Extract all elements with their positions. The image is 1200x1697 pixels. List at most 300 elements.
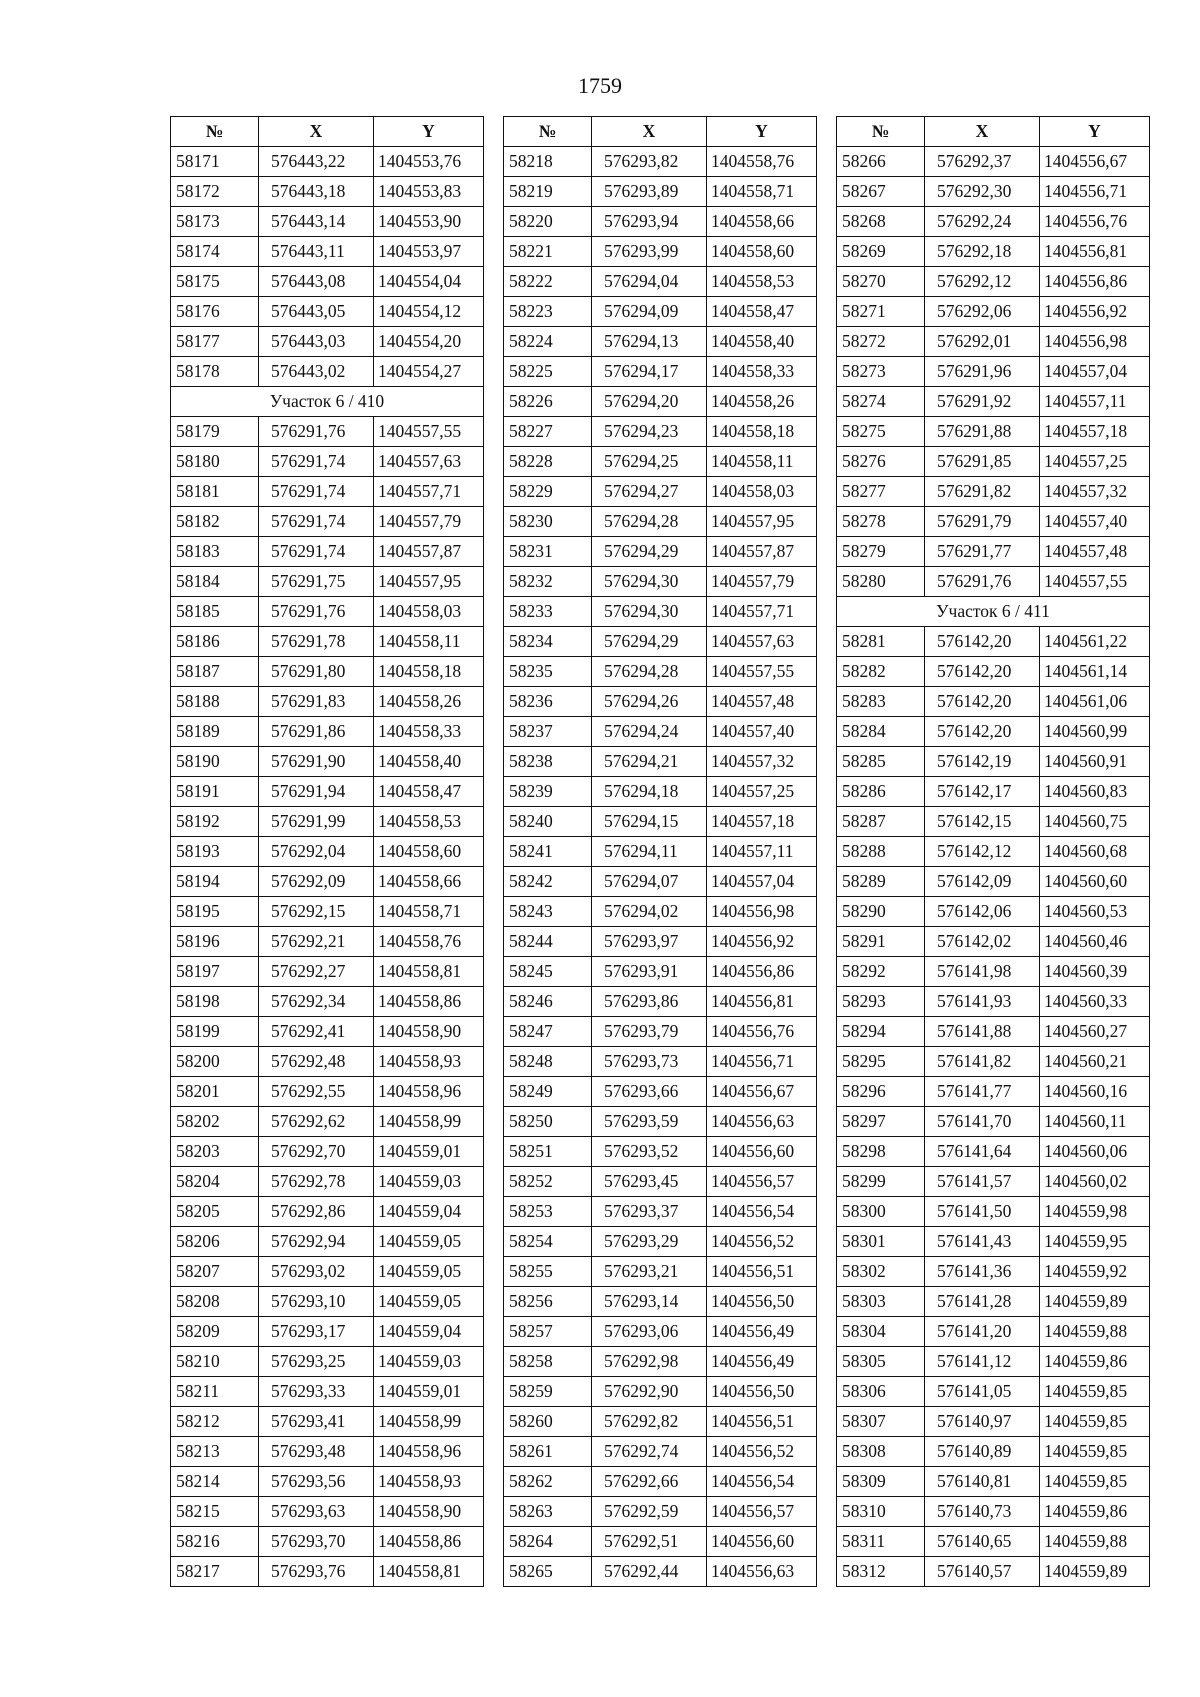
y-coordinate-cell: 1404557,40 — [1040, 507, 1150, 537]
x-coordinate-cell: 576292,06 — [925, 297, 1040, 327]
y-coordinate-cell: 1404556,60 — [707, 1137, 817, 1167]
point-number-cell: 58238 — [504, 747, 592, 777]
x-coordinate-cell: 576141,20 — [925, 1317, 1040, 1347]
y-coordinate-cell: 1404556,60 — [707, 1527, 817, 1557]
y-coordinate-cell: 1404556,51 — [707, 1407, 817, 1437]
y-coordinate-cell: 1404558,53 — [707, 267, 817, 297]
x-coordinate-cell: 576141,98 — [925, 957, 1040, 987]
x-coordinate-cell: 576141,28 — [925, 1287, 1040, 1317]
x-coordinate-cell: 576291,79 — [925, 507, 1040, 537]
x-coordinate-cell: 576291,74 — [259, 477, 374, 507]
x-coordinate-cell: 576293,37 — [592, 1197, 707, 1227]
table-row — [837, 1317, 1150, 1347]
table-row — [171, 927, 484, 957]
y-coordinate-cell: 1404560,60 — [1040, 867, 1150, 897]
x-coordinate-cell: 576294,18 — [592, 777, 707, 807]
point-number-cell: 58239 — [504, 777, 592, 807]
y-coordinate-cell: 1404556,81 — [1040, 237, 1150, 267]
x-coordinate-cell: 576292,62 — [259, 1107, 374, 1137]
y-coordinate-cell: 1404558,60 — [374, 837, 484, 867]
table-row — [837, 1377, 1150, 1407]
point-number-cell: 58268 — [837, 207, 925, 237]
x-coordinate-cell: 576292,66 — [592, 1467, 707, 1497]
table-row — [504, 1197, 817, 1227]
y-coordinate-cell: 1404561,22 — [1040, 627, 1150, 657]
table-row — [837, 957, 1150, 987]
x-coordinate-cell: 576293,82 — [592, 147, 707, 177]
point-number-cell: 58185 — [171, 597, 259, 627]
y-coordinate-cell: 1404558,66 — [374, 867, 484, 897]
x-coordinate-cell: 576292,78 — [259, 1167, 374, 1197]
column-header-x: X — [259, 117, 374, 147]
y-coordinate-cell: 1404558,99 — [374, 1407, 484, 1437]
table-row — [837, 297, 1150, 327]
point-number-cell: 58212 — [171, 1407, 259, 1437]
y-coordinate-cell: 1404559,92 — [1040, 1257, 1150, 1287]
y-coordinate-cell: 1404558,66 — [707, 207, 817, 237]
point-number-cell: 58172 — [171, 177, 259, 207]
x-coordinate-cell: 576292,15 — [259, 897, 374, 927]
point-number-cell: 58195 — [171, 897, 259, 927]
point-number-cell: 58287 — [837, 807, 925, 837]
table-row — [504, 507, 817, 537]
table-row — [504, 237, 817, 267]
table-row — [504, 447, 817, 477]
point-number-cell: 58194 — [171, 867, 259, 897]
table-row — [504, 1497, 817, 1527]
point-number-cell: 58203 — [171, 1137, 259, 1167]
y-coordinate-cell: 1404556,67 — [1040, 147, 1150, 177]
table-row — [504, 1227, 817, 1257]
table-row — [171, 1047, 484, 1077]
point-number-cell: 58191 — [171, 777, 259, 807]
x-coordinate-cell: 576142,15 — [925, 807, 1040, 837]
x-coordinate-cell: 576292,74 — [592, 1437, 707, 1467]
table-row — [504, 837, 817, 867]
table-row — [171, 147, 484, 177]
y-coordinate-cell: 1404558,93 — [374, 1467, 484, 1497]
column-header-x: X — [925, 117, 1040, 147]
table-row — [171, 1017, 484, 1047]
y-coordinate-cell: 1404557,55 — [1040, 567, 1150, 597]
point-number-cell: 58253 — [504, 1197, 592, 1227]
x-coordinate-cell: 576140,97 — [925, 1407, 1040, 1437]
point-number-cell: 58207 — [171, 1257, 259, 1287]
table-row — [837, 147, 1150, 177]
point-number-cell: 58227 — [504, 417, 592, 447]
table-row — [171, 357, 484, 387]
column-header-y: Y — [1040, 117, 1150, 147]
point-number-cell: 58270 — [837, 267, 925, 297]
y-coordinate-cell: 1404557,25 — [1040, 447, 1150, 477]
point-number-cell: 58200 — [171, 1047, 259, 1077]
point-number-cell: 58266 — [837, 147, 925, 177]
x-coordinate-cell: 576294,30 — [592, 597, 707, 627]
point-number-cell: 58187 — [171, 657, 259, 687]
y-coordinate-cell: 1404559,86 — [1040, 1497, 1150, 1527]
point-number-cell: 58278 — [837, 507, 925, 537]
table-row — [504, 1467, 817, 1497]
point-number-cell: 58264 — [504, 1527, 592, 1557]
point-number-cell: 58251 — [504, 1137, 592, 1167]
y-coordinate-cell: 1404558,11 — [707, 447, 817, 477]
point-number-cell: 58307 — [837, 1407, 925, 1437]
x-coordinate-cell: 576294,29 — [592, 627, 707, 657]
y-coordinate-cell: 1404559,85 — [1040, 1377, 1150, 1407]
table-row — [171, 987, 484, 1017]
x-coordinate-cell: 576443,03 — [259, 327, 374, 357]
x-coordinate-cell: 576293,52 — [592, 1137, 707, 1167]
point-number-cell: 58234 — [504, 627, 592, 657]
y-coordinate-cell: 1404559,03 — [374, 1347, 484, 1377]
table-row — [171, 447, 484, 477]
x-coordinate-cell: 576294,30 — [592, 567, 707, 597]
table-row — [504, 717, 817, 747]
table-row — [837, 447, 1150, 477]
x-coordinate-cell: 576291,75 — [259, 567, 374, 597]
y-coordinate-cell: 1404556,51 — [707, 1257, 817, 1287]
y-coordinate-cell: 1404556,57 — [707, 1167, 817, 1197]
table-row — [504, 1557, 817, 1587]
table-row — [837, 177, 1150, 207]
x-coordinate-cell: 576293,33 — [259, 1377, 374, 1407]
y-coordinate-cell: 1404558,71 — [374, 897, 484, 927]
point-number-cell: 58243 — [504, 897, 592, 927]
table-row — [171, 687, 484, 717]
point-number-cell: 58178 — [171, 357, 259, 387]
x-coordinate-cell: 576443,05 — [259, 297, 374, 327]
point-number-cell: 58282 — [837, 657, 925, 687]
point-number-cell: 58196 — [171, 927, 259, 957]
x-coordinate-cell: 576142,17 — [925, 777, 1040, 807]
table-row — [837, 1407, 1150, 1437]
table-row — [171, 1317, 484, 1347]
x-coordinate-cell: 576293,56 — [259, 1467, 374, 1497]
table-row — [837, 1227, 1150, 1257]
y-coordinate-cell: 1404558,26 — [707, 387, 817, 417]
y-coordinate-cell: 1404560,91 — [1040, 747, 1150, 777]
x-coordinate-cell: 576293,66 — [592, 1077, 707, 1107]
y-coordinate-cell: 1404559,05 — [374, 1287, 484, 1317]
x-coordinate-cell: 576293,89 — [592, 177, 707, 207]
x-coordinate-cell: 576294,20 — [592, 387, 707, 417]
table-row — [837, 327, 1150, 357]
y-coordinate-cell: 1404560,16 — [1040, 1077, 1150, 1107]
coordinates-table-2 — [503, 116, 817, 1587]
table-row — [837, 717, 1150, 747]
y-coordinate-cell: 1404557,71 — [374, 477, 484, 507]
point-number-cell: 58177 — [171, 327, 259, 357]
coordinates-table-3 — [836, 116, 1150, 1587]
point-number-cell: 58225 — [504, 357, 592, 387]
y-coordinate-cell: 1404557,55 — [374, 417, 484, 447]
y-coordinate-cell: 1404557,55 — [707, 657, 817, 687]
x-coordinate-cell: 576292,44 — [592, 1557, 707, 1587]
point-number-cell: 58220 — [504, 207, 592, 237]
x-coordinate-cell: 576292,04 — [259, 837, 374, 867]
y-coordinate-cell: 1404557,40 — [707, 717, 817, 747]
table-row — [171, 1077, 484, 1107]
point-number-cell: 58230 — [504, 507, 592, 537]
y-coordinate-cell: 1404556,71 — [1040, 177, 1150, 207]
table-row — [504, 1407, 817, 1437]
table-row — [171, 207, 484, 237]
x-coordinate-cell: 576294,26 — [592, 687, 707, 717]
y-coordinate-cell: 1404558,03 — [707, 477, 817, 507]
point-number-cell: 58176 — [171, 297, 259, 327]
point-number-cell: 58171 — [171, 147, 259, 177]
x-coordinate-cell: 576294,07 — [592, 867, 707, 897]
table-row — [171, 1197, 484, 1227]
y-coordinate-cell: 1404558,96 — [374, 1077, 484, 1107]
point-number-cell: 58198 — [171, 987, 259, 1017]
y-coordinate-cell: 1404557,48 — [1040, 537, 1150, 567]
table-row — [837, 1197, 1150, 1227]
point-number-cell: 58279 — [837, 537, 925, 567]
x-coordinate-cell: 576142,20 — [925, 657, 1040, 687]
table-row — [504, 627, 817, 657]
y-coordinate-cell: 1404556,98 — [707, 897, 817, 927]
point-number-cell: 58298 — [837, 1137, 925, 1167]
table-row — [837, 927, 1150, 957]
x-coordinate-cell: 576292,34 — [259, 987, 374, 1017]
table-row — [171, 867, 484, 897]
y-coordinate-cell: 1404558,18 — [707, 417, 817, 447]
y-coordinate-cell: 1404554,12 — [374, 297, 484, 327]
point-number-cell: 58254 — [504, 1227, 592, 1257]
x-coordinate-cell: 576293,70 — [259, 1527, 374, 1557]
header-row — [171, 117, 484, 147]
page-number: 1759 — [578, 73, 622, 98]
table-row — [504, 1167, 817, 1197]
y-coordinate-cell: 1404556,63 — [707, 1107, 817, 1137]
x-coordinate-cell: 576292,55 — [259, 1077, 374, 1107]
point-number-cell: 58301 — [837, 1227, 925, 1257]
y-coordinate-cell: 1404557,25 — [707, 777, 817, 807]
coordinates-table-1 — [170, 116, 484, 1587]
y-coordinate-cell: 1404556,49 — [707, 1347, 817, 1377]
table-row — [837, 657, 1150, 687]
column-header-x: X — [592, 117, 707, 147]
y-coordinate-cell: 1404558,47 — [374, 777, 484, 807]
x-coordinate-cell: 576292,27 — [259, 957, 374, 987]
x-coordinate-cell: 576291,76 — [259, 417, 374, 447]
table-row — [504, 327, 817, 357]
section-title: Участок 6 / 411 — [837, 597, 1150, 627]
section-row — [837, 597, 1150, 627]
table-row — [504, 597, 817, 627]
y-coordinate-cell: 1404557,18 — [1040, 417, 1150, 447]
y-coordinate-cell: 1404560,06 — [1040, 1137, 1150, 1167]
point-number-cell: 58255 — [504, 1257, 592, 1287]
x-coordinate-cell: 576293,02 — [259, 1257, 374, 1287]
point-number-cell: 58286 — [837, 777, 925, 807]
point-number-cell: 58217 — [171, 1557, 259, 1587]
x-coordinate-cell: 576292,94 — [259, 1227, 374, 1257]
y-coordinate-cell: 1404556,92 — [1040, 297, 1150, 327]
x-coordinate-cell: 576292,24 — [925, 207, 1040, 237]
table-row — [171, 747, 484, 777]
table-row — [504, 1137, 817, 1167]
table-row — [837, 1167, 1150, 1197]
point-number-cell: 58310 — [837, 1497, 925, 1527]
x-coordinate-cell: 576292,51 — [592, 1527, 707, 1557]
x-coordinate-cell: 576293,86 — [592, 987, 707, 1017]
y-coordinate-cell: 1404556,50 — [707, 1287, 817, 1317]
y-coordinate-cell: 1404556,57 — [707, 1497, 817, 1527]
x-coordinate-cell: 576292,70 — [259, 1137, 374, 1167]
table-row — [504, 867, 817, 897]
point-number-cell: 58190 — [171, 747, 259, 777]
table-row — [171, 1107, 484, 1137]
y-coordinate-cell: 1404554,20 — [374, 327, 484, 357]
point-number-cell: 58312 — [837, 1557, 925, 1587]
table-row — [504, 777, 817, 807]
y-coordinate-cell: 1404556,54 — [707, 1197, 817, 1227]
table-row — [504, 1347, 817, 1377]
table-row — [837, 1557, 1150, 1587]
x-coordinate-cell: 576293,29 — [592, 1227, 707, 1257]
x-coordinate-cell: 576142,06 — [925, 897, 1040, 927]
x-coordinate-cell: 576142,20 — [925, 687, 1040, 717]
y-coordinate-cell: 1404556,52 — [707, 1437, 817, 1467]
y-coordinate-cell: 1404557,11 — [1040, 387, 1150, 417]
point-number-cell: 58263 — [504, 1497, 592, 1527]
y-coordinate-cell: 1404559,86 — [1040, 1347, 1150, 1377]
table-row — [504, 687, 817, 717]
y-coordinate-cell: 1404557,32 — [707, 747, 817, 777]
y-coordinate-cell: 1404557,32 — [1040, 477, 1150, 507]
x-coordinate-cell: 576293,48 — [259, 1437, 374, 1467]
table-row — [171, 237, 484, 267]
x-coordinate-cell: 576141,88 — [925, 1017, 1040, 1047]
x-coordinate-cell: 576141,64 — [925, 1137, 1040, 1167]
table-row — [504, 1017, 817, 1047]
point-number-cell: 58299 — [837, 1167, 925, 1197]
point-number-cell: 58292 — [837, 957, 925, 987]
y-coordinate-cell: 1404558,71 — [707, 177, 817, 207]
table-row — [171, 1257, 484, 1287]
x-coordinate-cell: 576294,28 — [592, 507, 707, 537]
point-number-cell: 58285 — [837, 747, 925, 777]
x-coordinate-cell: 576293,06 — [592, 1317, 707, 1347]
column-header-number: № — [171, 117, 259, 147]
table-row — [837, 1047, 1150, 1077]
x-coordinate-cell: 576293,25 — [259, 1347, 374, 1377]
x-coordinate-cell: 576292,59 — [592, 1497, 707, 1527]
table-row — [504, 1287, 817, 1317]
y-coordinate-cell: 1404559,85 — [1040, 1437, 1150, 1467]
y-coordinate-cell: 1404559,89 — [1040, 1557, 1150, 1587]
point-number-cell: 58262 — [504, 1467, 592, 1497]
y-coordinate-cell: 1404558,33 — [374, 717, 484, 747]
point-number-cell: 58237 — [504, 717, 592, 747]
table-row — [171, 1497, 484, 1527]
table-row — [171, 1347, 484, 1377]
x-coordinate-cell: 576293,63 — [259, 1497, 374, 1527]
point-number-cell: 58280 — [837, 567, 925, 597]
table-row — [171, 1407, 484, 1437]
table-row — [837, 207, 1150, 237]
x-coordinate-cell: 576293,17 — [259, 1317, 374, 1347]
y-coordinate-cell: 1404558,60 — [707, 237, 817, 267]
y-coordinate-cell: 1404558,03 — [374, 597, 484, 627]
point-number-cell: 58295 — [837, 1047, 925, 1077]
x-coordinate-cell: 576292,30 — [925, 177, 1040, 207]
y-coordinate-cell: 1404556,52 — [707, 1227, 817, 1257]
table-row — [504, 357, 817, 387]
point-number-cell: 58300 — [837, 1197, 925, 1227]
table-row — [504, 957, 817, 987]
y-coordinate-cell: 1404560,83 — [1040, 777, 1150, 807]
y-coordinate-cell: 1404559,01 — [374, 1137, 484, 1167]
point-number-cell: 58208 — [171, 1287, 259, 1317]
point-number-cell: 58173 — [171, 207, 259, 237]
table-row — [504, 477, 817, 507]
x-coordinate-cell: 576140,81 — [925, 1467, 1040, 1497]
table-row — [504, 897, 817, 927]
table-row — [504, 1317, 817, 1347]
y-coordinate-cell: 1404559,03 — [374, 1167, 484, 1197]
y-coordinate-cell: 1404553,76 — [374, 147, 484, 177]
y-coordinate-cell: 1404557,87 — [707, 537, 817, 567]
table-row — [171, 267, 484, 297]
y-coordinate-cell: 1404560,75 — [1040, 807, 1150, 837]
y-coordinate-cell: 1404557,04 — [707, 867, 817, 897]
x-coordinate-cell: 576291,74 — [259, 507, 374, 537]
point-number-cell: 58180 — [171, 447, 259, 477]
table-row — [504, 1257, 817, 1287]
y-coordinate-cell: 1404557,87 — [374, 537, 484, 567]
point-number-cell: 58183 — [171, 537, 259, 567]
x-coordinate-cell: 576141,36 — [925, 1257, 1040, 1287]
point-number-cell: 58192 — [171, 807, 259, 837]
x-coordinate-cell: 576142,12 — [925, 837, 1040, 867]
point-number-cell: 58305 — [837, 1347, 925, 1377]
x-coordinate-cell: 576291,90 — [259, 747, 374, 777]
point-number-cell: 58261 — [504, 1437, 592, 1467]
x-coordinate-cell: 576141,70 — [925, 1107, 1040, 1137]
x-coordinate-cell: 576293,45 — [592, 1167, 707, 1197]
table-row — [504, 807, 817, 837]
x-coordinate-cell: 576141,05 — [925, 1377, 1040, 1407]
table-row — [171, 417, 484, 447]
table-row — [504, 1437, 817, 1467]
table-row — [171, 1437, 484, 1467]
point-number-cell: 58189 — [171, 717, 259, 747]
point-number-cell: 58291 — [837, 927, 925, 957]
y-coordinate-cell: 1404558,47 — [707, 297, 817, 327]
x-coordinate-cell: 576293,97 — [592, 927, 707, 957]
x-coordinate-cell: 576292,21 — [259, 927, 374, 957]
y-coordinate-cell: 1404560,53 — [1040, 897, 1150, 927]
y-coordinate-cell: 1404560,68 — [1040, 837, 1150, 867]
x-coordinate-cell: 576291,83 — [259, 687, 374, 717]
point-number-cell: 58250 — [504, 1107, 592, 1137]
table-row — [837, 837, 1150, 867]
point-number-cell: 58258 — [504, 1347, 592, 1377]
point-number-cell: 58276 — [837, 447, 925, 477]
point-number-cell: 58223 — [504, 297, 592, 327]
x-coordinate-cell: 576292,86 — [259, 1197, 374, 1227]
table-row — [837, 627, 1150, 657]
x-coordinate-cell: 576292,48 — [259, 1047, 374, 1077]
point-number-cell: 58269 — [837, 237, 925, 267]
table-row — [837, 807, 1150, 837]
table-row — [171, 477, 484, 507]
y-coordinate-cell: 1404556,98 — [1040, 327, 1150, 357]
table-row — [837, 507, 1150, 537]
